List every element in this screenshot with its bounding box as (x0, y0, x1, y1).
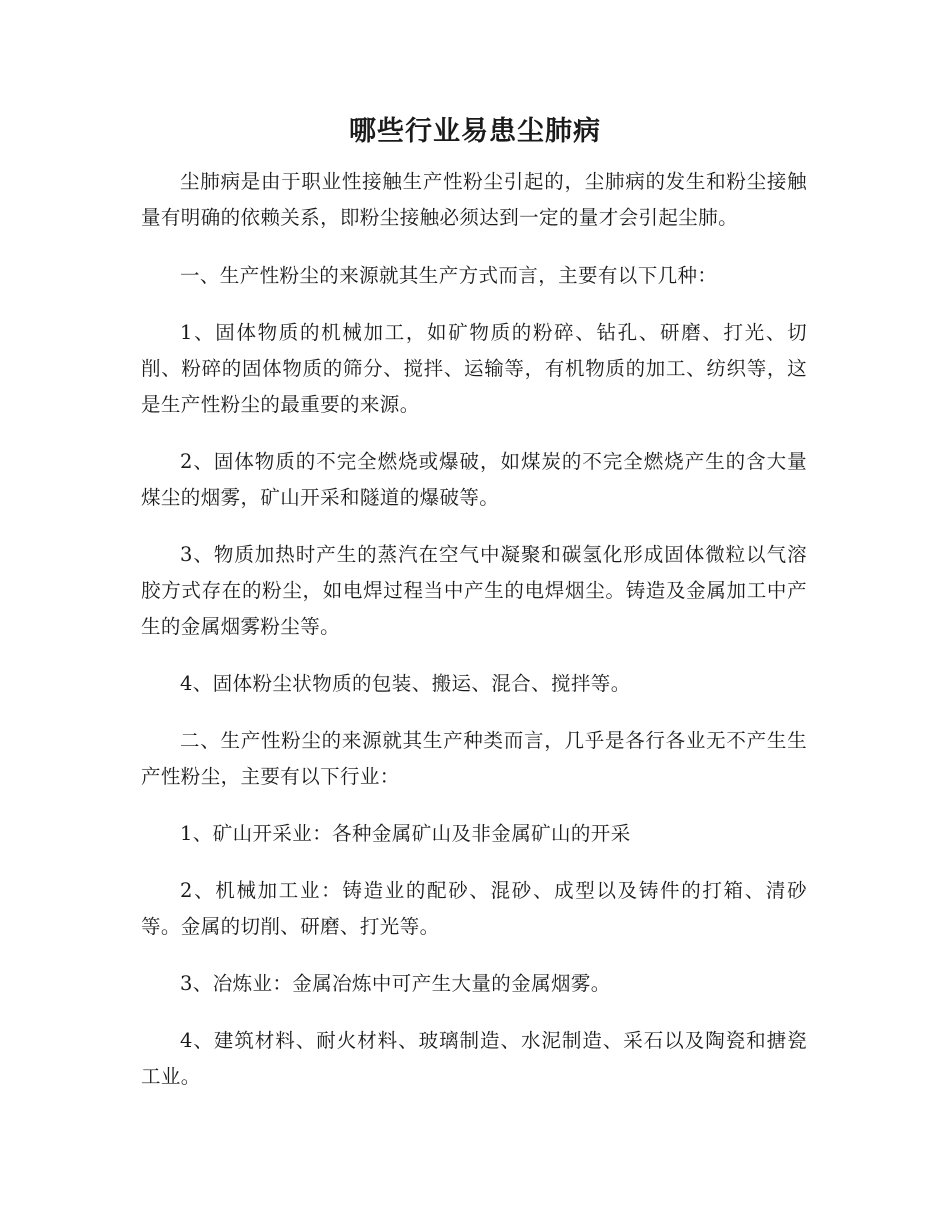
paragraph-industry-item-3: 3、冶炼业：金属冶炼中可产生大量的金属烟雾。 (180, 972, 611, 995)
paragraph-source-item-1: 1、固体物质的机械加工，如矿物质的粉碎、钻孔、研磨、打光、切削、粉碎的固体物质的筛分、搅拌、运输等，有机物质的加工、纺织等，这是生产性粉尘的最重要的来源。 (141, 321, 807, 416)
paragraph-industry-item-2: 2、机械加工业：铸造业的配砂、混砂、成型以及铸件的打箱、清砂等。金属的切削、研磨、打光等。 (141, 879, 807, 938)
paragraph-section-two-heading: 二、生产性粉尘的来源就其生产种类而言，几乎是各行各业无不产生生产性粉尘，主要有以下行业： (141, 729, 807, 788)
paragraph-section-one-heading: 一、生产性粉尘的来源就其生产方式而言，主要有以下几种： (180, 264, 718, 287)
paragraph-source-item-3: 3、物质加热时产生的蒸汽在空气中凝聚和碳氢化形成固体微粒以气溶胶方式存在的粉尘，如电焊过程当中产生的电焊烟尘。铸造及金属加工中产生的金属烟雾粉尘等。 (141, 543, 807, 638)
paragraph-industry-item-1: 1、矿山开采业：各种金属矿山及非金属矿山的开采 (180, 822, 631, 845)
paragraph-source-item-4: 4、固体粉尘状物质的包装、搬运、混合、搅拌等。 (180, 672, 631, 695)
paragraph-source-item-2: 2、固体物质的不完全燃烧或爆破，如煤炭的不完全燃烧产生的含大量煤尘的烟雾，矿山开采和隧道的爆破等。 (141, 450, 807, 509)
document-body (141, 164, 807, 1116)
paragraph-industry-item-4: 4、建筑材料、耐火材料、玻璃制造、水泥制造、采石以及陶瓷和搪瓷工业。 (141, 1029, 807, 1088)
paragraph-intro: 尘肺病是由于职业性接触生产性粉尘引起的，尘肺病的发生和粉尘接触量有明确的依赖关系，即粉尘接触必须达到一定的量才会引起尘肺。 (141, 170, 807, 229)
document-title: 哪些行业易患尘肺病 (349, 116, 601, 147)
